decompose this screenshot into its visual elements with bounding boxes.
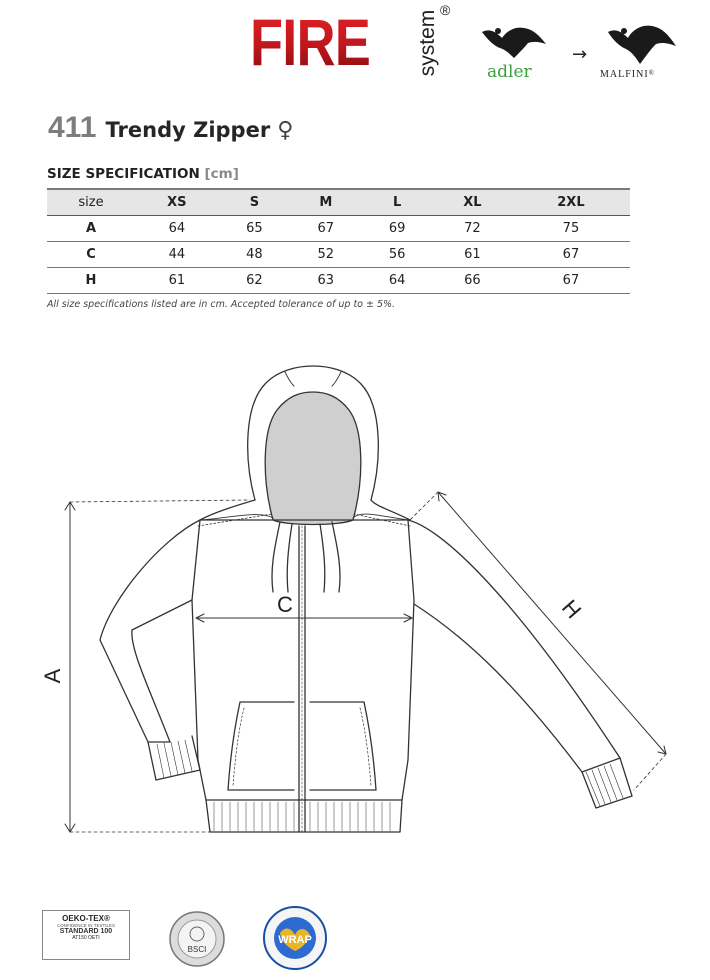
table-cell: 75: [562, 221, 580, 236]
fire-logo: FIRE: [250, 2, 370, 82]
waistband: [206, 800, 402, 832]
table-cell: 62: [246, 273, 263, 288]
malfini-brand: MALFINI®: [600, 69, 655, 80]
table-cell: 52: [317, 247, 335, 262]
table-cell: 72: [464, 221, 481, 236]
tolerance-note: All size specifications listed are in cm. Accepted tolerance of up to ± 5%.: [47, 299, 396, 310]
female-icon: ♀: [277, 118, 294, 143]
table-cell: 65: [246, 221, 263, 236]
wrap-badge: [262, 905, 328, 971]
table-cell: 69: [388, 221, 406, 236]
malfini-eagle-icon: [604, 20, 680, 68]
table-cell: 44: [168, 247, 186, 262]
product-title: [48, 111, 293, 145]
arrow-right-icon: →: [572, 44, 588, 65]
table-row: [47, 242, 630, 268]
system-logo-text: system: [416, 9, 439, 77]
column-header: XS: [167, 195, 187, 210]
row-label: H: [85, 273, 97, 288]
bsci-badge: [168, 910, 226, 968]
column-header: S: [249, 195, 260, 210]
table-cell: 67: [317, 221, 335, 236]
column-header: XL: [463, 195, 482, 210]
right-drawstring: [320, 522, 340, 592]
column-header: size: [78, 195, 104, 210]
adler-brand: adler: [487, 62, 532, 82]
table-cell: 56: [388, 247, 406, 262]
column-header: L: [393, 195, 402, 210]
body-right-side: [402, 520, 414, 800]
left-sleeve: [100, 520, 200, 742]
table-cell: 61: [464, 247, 481, 262]
column-header: M: [319, 195, 333, 210]
table-row: [47, 268, 630, 294]
label-h: H: [557, 594, 587, 624]
oeko-tex-badge: OEKO-TEX® CONFIDENCE IN TEXTILES STANDARD 100 AT150 OETI: [42, 910, 130, 960]
table-cell: 48: [246, 247, 263, 262]
table-row: [47, 216, 630, 242]
table-cell: 66: [464, 273, 481, 288]
size-table: [47, 188, 630, 294]
hoodie-technical-drawing: [30, 360, 690, 850]
column-header: 2XL: [557, 195, 585, 210]
label-a: A: [40, 668, 65, 684]
row-label: A: [85, 221, 97, 236]
right-cuff: [582, 758, 632, 808]
hood-opening: [265, 392, 361, 525]
table-cell: 67: [562, 273, 580, 288]
table-cell: 64: [388, 273, 406, 288]
row-label: C: [86, 247, 96, 262]
registered-mark: ®: [440, 2, 451, 18]
svg-text:WRAP: WRAP: [278, 934, 312, 946]
product-number: 411: [48, 111, 97, 144]
label-c: C: [277, 592, 293, 617]
table-header-row: [47, 189, 630, 216]
measure-line-h: [438, 492, 666, 754]
svg-text:BSCI: BSCI: [187, 945, 207, 954]
right-sleeve: [408, 520, 620, 772]
adler-eagle-icon: [480, 22, 552, 64]
left-drawstring: [272, 522, 292, 592]
body-left-side: [192, 520, 206, 800]
table-cell: 63: [317, 273, 335, 288]
table-cell: 67: [562, 247, 580, 262]
table-cell: 64: [168, 221, 186, 236]
table-cell: 61: [168, 273, 186, 288]
product-name: Trendy Zipper: [105, 118, 271, 142]
spec-heading: SIZE SPECIFICATION [cm]: [47, 166, 239, 182]
